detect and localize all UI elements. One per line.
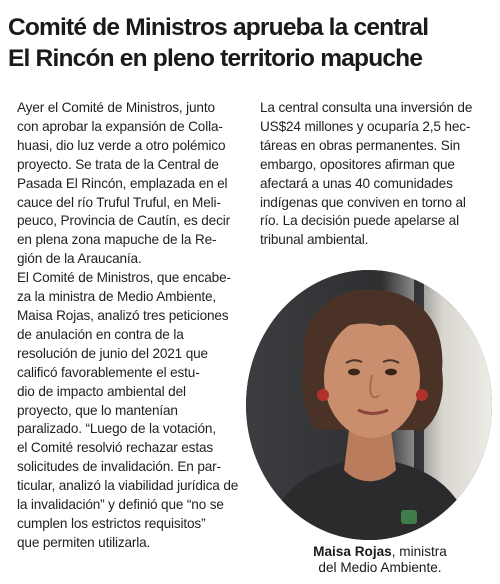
article-line: dio de impacto ambiental del xyxy=(17,383,186,399)
article-line: US$24 millones y ocuparía 2,5 hec- xyxy=(260,118,471,134)
article-line: de anulación en contra de la xyxy=(17,326,184,342)
article-line: ticular, analizó la viabilidad jurídica de xyxy=(17,478,239,494)
article-line: Pasada El Rincón, emplazada en el xyxy=(17,175,228,191)
article-line: proyecto. Se trata de la Central de xyxy=(17,156,219,172)
article-line: embargo, opositores afirman que xyxy=(260,156,455,172)
article-line: solicitudes de invalidación. En par- xyxy=(17,459,221,475)
article-line: que permiten utilizarla. xyxy=(17,534,151,550)
right-eye xyxy=(385,369,397,376)
article-line: resolución de junio del 2021 que xyxy=(17,345,208,361)
article-line: gión de la Araucanía. xyxy=(17,251,142,267)
article-line: El Comité de Ministros, que encabe- xyxy=(17,270,231,286)
article-line: el Comité resolvió rechazar estas xyxy=(17,440,214,456)
article-line: paralizado. “Luego de la votación, xyxy=(17,421,216,437)
article-line: Maisa Rojas, analizó tres peticiones xyxy=(17,307,229,323)
portrait-photo xyxy=(246,270,492,540)
article-line: con aprobar la expansión de Colla- xyxy=(17,118,223,134)
article-line: calificó favorablemente el estu- xyxy=(17,364,200,380)
right-earring xyxy=(416,389,428,401)
article-line: La central consulta una inversión de xyxy=(260,100,473,115)
article-line: indígenas que conviven en torno al xyxy=(260,194,466,210)
caption-role-part-1: , ministra xyxy=(391,544,447,559)
article-line: cauce del río Truful Truful, en Meli- xyxy=(17,194,221,210)
caption-role-part-2: del Medio Ambiente. xyxy=(318,560,442,575)
article-line: la invalidación” y definió que “no se xyxy=(17,497,224,513)
portrait-illustration xyxy=(246,270,492,540)
article-line: en plena zona mapuche de la Re- xyxy=(17,232,217,248)
headline-line-1: Comité de Ministros aprueba la central xyxy=(8,14,429,41)
article-line: táreas en obras permanentes. Sin xyxy=(260,137,460,153)
article-line: afectará a unas 40 comunidades xyxy=(260,175,453,191)
headline xyxy=(8,12,494,74)
left-eye xyxy=(348,369,360,376)
article-line: tribunal ambiental. xyxy=(260,232,369,248)
headline-line-2: El Rincón en pleno territorio mapuche xyxy=(8,45,423,72)
article-right-column xyxy=(260,99,496,250)
left-earring xyxy=(317,389,329,401)
article-left-column xyxy=(17,99,253,553)
article-line: Ayer el Comité de Ministros, junto xyxy=(17,100,215,115)
article-line: río. La decisión puede apelarse al xyxy=(260,213,459,229)
lapel-pin xyxy=(401,510,417,524)
article-line: huasi, dio luz verde a otro polémico xyxy=(17,137,226,153)
article-line: cumplen los estrictos requisitos” xyxy=(17,515,206,531)
caption-line-1 xyxy=(290,544,470,560)
photo-caption xyxy=(290,544,470,576)
article-line: peuco, Provincia de Cautín, es decir xyxy=(17,213,230,229)
caption-name: Maisa Rojas xyxy=(313,544,392,559)
article-line: proyecto, que lo mantenían xyxy=(17,402,178,418)
article-line: za la ministra de Medio Ambiente, xyxy=(17,289,217,305)
